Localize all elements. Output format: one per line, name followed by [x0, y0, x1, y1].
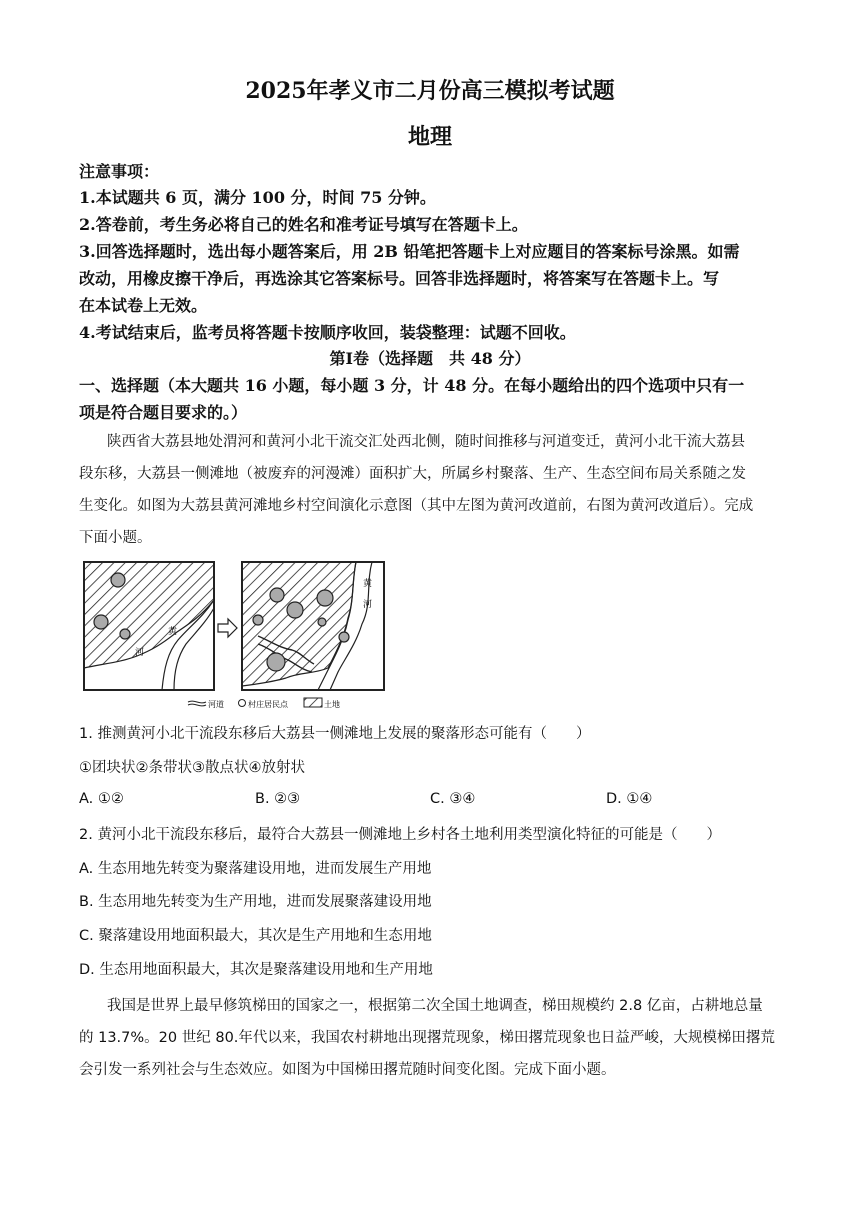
- question-1-option-b: B. ②③: [255, 791, 301, 807]
- notice-item-1: 1.本试题共 6 页，满分 100 分，时间 75 分钟。: [79, 188, 436, 207]
- question-2-stem: 2. 黄河小北干流段东移后，最符合大荔县一侧滩地上乡村各土地利用类型演化特征的可能是（ ）: [79, 827, 721, 843]
- passage-2-line-3: 会引发一系列社会与生态效应。如图为中国梯田撂荒随时间变化图。完成下面小题。: [79, 1062, 616, 1078]
- question-1-option-c: C. ③④: [430, 791, 476, 807]
- notice-item-4: 4.考试结束后，监考员将答题卡按顺序收回，装袋整理：试题不回收。: [79, 323, 576, 342]
- village-point: [120, 629, 130, 639]
- before-diversion-map: [84, 562, 214, 690]
- passage-1-line-2: 段东移，大荔县一侧滩地（被废弃的河漫滩）面积扩大，所属乡村聚落、生产、生态空间布局关系随之发: [79, 466, 746, 482]
- notice-item-3-line-2: 改动，用橡皮擦干净后，再选涂其它答案标号。回答非选择题时，将答案写在答题卡上。写: [79, 269, 720, 288]
- question-1-option-d: D. ①④: [606, 791, 653, 807]
- village-point: [94, 615, 108, 629]
- section-heading-line-2: 项是符合题目要求的。）: [79, 403, 248, 422]
- exam-title: 2025年孝义市二月份高三模拟考试题: [245, 78, 615, 104]
- question-2-option-d: D. 生态用地面积最大，其次是聚落建设用地和生产用地: [79, 962, 433, 978]
- village-point: [287, 602, 303, 618]
- notice-item-2: 2.答卷前，考生务必将自己的姓名和准考证号填写在答题卡上。: [79, 215, 528, 234]
- passage-2-line-2: 的 13.7%。20 世纪 80.年代以来，我国农村耕地出现撂荒现象，梯田撂荒现象也日益严峻，大规模梯田撂荒: [79, 1030, 775, 1046]
- subject-title: 地理: [407, 124, 452, 150]
- village-point: [253, 615, 263, 625]
- after-diversion-map: [242, 562, 384, 690]
- question-1-option-a: A. ①②: [79, 791, 124, 807]
- question-2-option-b: B. 生态用地先转变为生产用地，进而发展聚落建设用地: [79, 894, 432, 910]
- notice-item-3-line-1: 3.回答选择题时，选出每小题答案后，用 2B 铅笔把答题卡上对应题目的答案标号涂黑。如需: [79, 242, 740, 261]
- figure-legend: [188, 698, 340, 709]
- village-point: [270, 588, 284, 602]
- question-1-items: ①团块状②条带状③散点状④放射状: [79, 760, 305, 776]
- legend-river-label: 河道: [208, 700, 224, 709]
- village-point: [111, 573, 125, 587]
- village-point: [267, 653, 285, 671]
- question-2-option-c: C. 聚落建设用地面积最大，其次是生产用地和生态用地: [79, 928, 432, 944]
- passage-1-line-4: 下面小题。: [79, 530, 152, 546]
- arrow-icon: [218, 619, 237, 637]
- part-one-title: 第Ⅰ卷（选择题 共 48 分）: [329, 349, 531, 368]
- passage-1-line-1: 陕西省大荔县地处渭河和黄河小北干流交汇处西北侧，随时间推移与河道变迁，黄河小北干流大荔县: [107, 434, 745, 450]
- village-point: [339, 632, 349, 642]
- legend-village-label: 村庄居民点: [248, 700, 288, 709]
- village-evolution-figure: [82, 560, 388, 710]
- village-point: [318, 618, 326, 626]
- notice-heading: 注意事项：: [79, 162, 160, 181]
- river-label-4: 河: [363, 600, 373, 610]
- passage-1-line-3: 生变化。如图为大荔县黄河滩地乡村空间演化示意图（其中左图为黄河改道前，右图为黄河改道后）。完成: [79, 498, 754, 514]
- village-point: [317, 590, 333, 606]
- section-heading-line-1: 一、选择题（本大题共 16 小题，每小题 3 分，计 48 分。在每小题给出的四个选项中只有一: [79, 376, 745, 395]
- question-1-stem: 1. 推测黄河小北干流段东移后大荔县一侧滩地上发展的聚落形态可能有（ ）: [79, 726, 591, 742]
- question-2-option-a: A. 生态用地先转变为聚落建设用地，进而发展生产用地: [79, 861, 432, 877]
- notice-item-3-line-3: 在本试卷上无效。: [79, 296, 208, 315]
- river-label-1: 黄: [168, 627, 178, 637]
- river-label-3: 黄: [363, 579, 373, 589]
- passage-2-line-1: 我国是世界上最早修筑梯田的国家之一，根据第二次全国土地调查，梯田规模约 2.8 亿亩，占耕地总量: [107, 998, 763, 1014]
- river-label-2: 河: [135, 648, 145, 658]
- legend-land-label: 土地: [324, 700, 340, 709]
